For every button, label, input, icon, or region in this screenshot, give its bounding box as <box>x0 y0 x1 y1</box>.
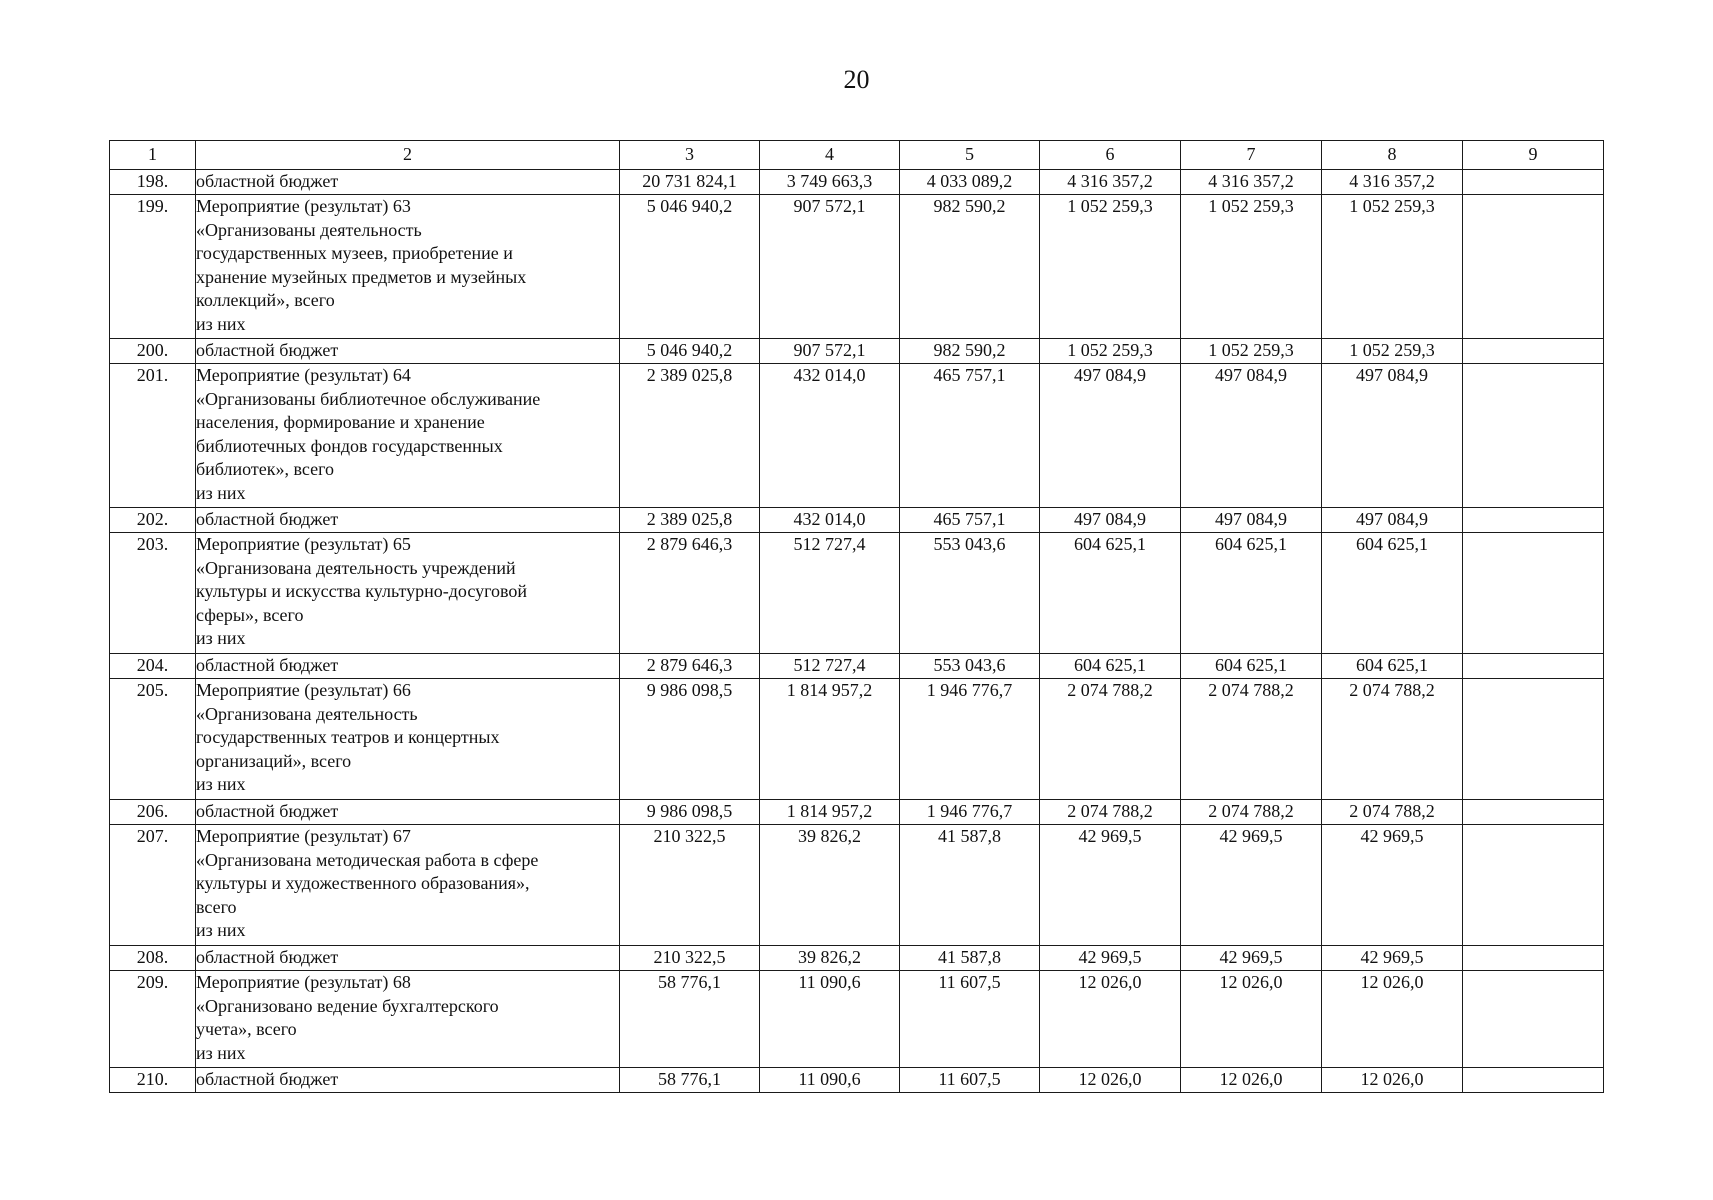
value-cell: 512 727,4 <box>760 654 900 679</box>
row-number: 209. <box>110 971 196 1068</box>
value-cell: 58 776,1 <box>620 1068 760 1093</box>
description-line: областной бюджет <box>196 171 339 191</box>
value-cell: 5 046 940,2 <box>620 339 760 364</box>
value-cell <box>1463 825 1604 946</box>
value-cell: 42 969,5 <box>1322 946 1463 971</box>
row-number: 210. <box>110 1068 196 1093</box>
description-line: «Организована деятельность <box>196 703 418 724</box>
description-line: Мероприятие (результат) 63 <box>196 196 411 216</box>
value-cell: 604 625,1 <box>1322 654 1463 679</box>
column-header: 6 <box>1040 141 1181 170</box>
description-line: всего <box>196 896 237 917</box>
description-line: областной бюджет <box>196 509 339 529</box>
row-description <box>196 533 620 654</box>
value-cell: 497 084,9 <box>1181 508 1322 533</box>
row-description <box>196 971 620 1068</box>
description-line: областной бюджет <box>196 1069 339 1089</box>
description-line: областной бюджет <box>196 947 339 967</box>
row-description <box>196 339 620 364</box>
table-body <box>110 170 1604 1093</box>
value-cell: 9 986 098,5 <box>620 800 760 825</box>
value-cell: 4 316 357,2 <box>1040 170 1181 195</box>
value-cell: 210 322,5 <box>620 946 760 971</box>
description-line: Мероприятие (результат) 64 <box>196 365 411 385</box>
value-cell: 3 749 663,3 <box>760 170 900 195</box>
value-cell: 1 052 259,3 <box>1181 195 1322 339</box>
value-cell: 1 946 776,7 <box>900 679 1040 800</box>
value-cell: 20 731 824,1 <box>620 170 760 195</box>
row-number: 207. <box>110 825 196 946</box>
column-header: 9 <box>1463 141 1604 170</box>
value-cell: 11 607,5 <box>900 1068 1040 1093</box>
value-cell: 11 090,6 <box>760 1068 900 1093</box>
row-number: 203. <box>110 533 196 654</box>
value-cell: 497 084,9 <box>1322 364 1463 508</box>
column-header: 7 <box>1181 141 1322 170</box>
value-cell: 553 043,6 <box>900 654 1040 679</box>
table-row <box>110 195 1604 339</box>
value-cell: 12 026,0 <box>1322 971 1463 1068</box>
value-cell: 1 814 957,2 <box>760 800 900 825</box>
table-row <box>110 1068 1604 1093</box>
column-header: 2 <box>196 141 620 170</box>
column-header: 3 <box>620 141 760 170</box>
value-cell <box>1463 364 1604 508</box>
description-line: учета», всего <box>196 1019 297 1039</box>
value-cell: 604 625,1 <box>1040 533 1181 654</box>
value-cell: 9 986 098,5 <box>620 679 760 800</box>
description-line: культуры и искусства культурно-досуговой <box>196 581 528 601</box>
row-number: 208. <box>110 946 196 971</box>
description-line: из них <box>196 774 246 794</box>
table-row <box>110 364 1604 508</box>
description-line: из них <box>196 482 246 503</box>
value-cell: 12 026,0 <box>1322 1068 1463 1093</box>
table-row <box>110 654 1604 679</box>
value-cell: 432 014,0 <box>760 508 900 533</box>
value-cell: 1 052 259,3 <box>1322 195 1463 339</box>
description-line: Мероприятие (результат) 65 <box>196 534 411 554</box>
value-cell: 12 026,0 <box>1040 971 1181 1068</box>
row-description <box>196 654 620 679</box>
row-number: 206. <box>110 800 196 825</box>
table-row <box>110 825 1604 946</box>
value-cell: 1 946 776,7 <box>900 800 1040 825</box>
row-number: 201. <box>110 364 196 508</box>
value-cell: 1 052 259,3 <box>1040 339 1181 364</box>
row-description <box>196 364 620 508</box>
value-cell: 210 322,5 <box>620 825 760 946</box>
value-cell: 1 052 259,3 <box>1322 339 1463 364</box>
table-row <box>110 971 1604 1068</box>
row-description <box>196 1068 620 1093</box>
value-cell: 604 625,1 <box>1322 533 1463 654</box>
description-line: государственных музеев, приобретение и <box>196 243 513 263</box>
table-row <box>110 508 1604 533</box>
value-cell: 907 572,1 <box>760 195 900 339</box>
description-line: библиотечных фондов государственных <box>196 435 503 456</box>
value-cell: 11 090,6 <box>760 971 900 1068</box>
description-line: из них <box>196 920 246 940</box>
value-cell: 42 969,5 <box>1322 825 1463 946</box>
value-cell <box>1463 946 1604 971</box>
value-cell: 432 014,0 <box>760 364 900 508</box>
value-cell: 1 052 259,3 <box>1181 339 1322 364</box>
value-cell: 42 969,5 <box>1040 825 1181 946</box>
value-cell: 2 074 788,2 <box>1040 679 1181 800</box>
row-number: 198. <box>110 170 196 195</box>
value-cell: 497 084,9 <box>1040 508 1181 533</box>
table-row <box>110 679 1604 800</box>
value-cell: 907 572,1 <box>760 339 900 364</box>
page-number: 20 <box>843 65 870 94</box>
description-line: Мероприятие (результат) 68 <box>196 972 411 992</box>
column-header: 8 <box>1322 141 1463 170</box>
value-cell: 39 826,2 <box>760 946 900 971</box>
value-cell <box>1463 195 1604 339</box>
value-cell: 12 026,0 <box>1181 971 1322 1068</box>
value-cell: 2 074 788,2 <box>1040 800 1181 825</box>
row-description <box>196 508 620 533</box>
value-cell: 604 625,1 <box>1181 533 1322 654</box>
description-line: областной бюджет <box>196 340 339 360</box>
value-cell: 2 074 788,2 <box>1322 679 1463 800</box>
value-cell: 512 727,4 <box>760 533 900 654</box>
value-cell: 465 757,1 <box>900 364 1040 508</box>
row-number: 204. <box>110 654 196 679</box>
description-line: областной бюджет <box>196 801 339 821</box>
description-line: из них <box>196 313 246 334</box>
value-cell: 4 316 357,2 <box>1181 170 1322 195</box>
description-line: библиотек», всего <box>196 459 335 479</box>
row-description <box>196 825 620 946</box>
value-cell: 12 026,0 <box>1181 1068 1322 1093</box>
row-description <box>196 195 620 339</box>
description-line: государственных театров и концертных <box>196 727 500 747</box>
row-number: 202. <box>110 508 196 533</box>
value-cell: 2 879 646,3 <box>620 654 760 679</box>
table-header-row <box>110 141 1604 170</box>
value-cell: 42 969,5 <box>1040 946 1181 971</box>
value-cell: 41 587,8 <box>900 946 1040 971</box>
budget-table <box>109 140 1604 1093</box>
value-cell: 553 043,6 <box>900 533 1040 654</box>
value-cell <box>1463 654 1604 679</box>
value-cell: 4 316 357,2 <box>1322 170 1463 195</box>
description-line: культуры и художественного образования», <box>196 873 530 893</box>
row-number: 200. <box>110 339 196 364</box>
value-cell: 1 814 957,2 <box>760 679 900 800</box>
description-line: сферы», всего <box>196 604 304 625</box>
value-cell: 465 757,1 <box>900 508 1040 533</box>
table-row <box>110 170 1604 195</box>
value-cell: 497 084,9 <box>1040 364 1181 508</box>
value-cell: 2 074 788,2 <box>1181 800 1322 825</box>
value-cell: 497 084,9 <box>1181 364 1322 508</box>
value-cell: 2 389 025,8 <box>620 508 760 533</box>
description-line: коллекций», всего <box>196 290 335 310</box>
value-cell: 2 389 025,8 <box>620 364 760 508</box>
value-cell <box>1463 679 1604 800</box>
value-cell: 42 969,5 <box>1181 825 1322 946</box>
description-line: из них <box>196 1042 246 1063</box>
description-line: «Организованы деятельность <box>196 219 422 240</box>
column-header: 1 <box>110 141 196 170</box>
table-row <box>110 800 1604 825</box>
value-cell: 982 590,2 <box>900 195 1040 339</box>
description-line: хранение музейных предметов и музейных <box>196 266 527 287</box>
value-cell: 2 074 788,2 <box>1322 800 1463 825</box>
row-description <box>196 946 620 971</box>
value-cell: 5 046 940,2 <box>620 195 760 339</box>
row-description <box>196 800 620 825</box>
description-line: областной бюджет <box>196 655 339 675</box>
value-cell: 982 590,2 <box>900 339 1040 364</box>
value-cell <box>1463 1068 1604 1093</box>
description-line: Мероприятие (результат) 66 <box>196 680 411 700</box>
description-line: населения, формирование и хранение <box>196 412 485 432</box>
value-cell <box>1463 508 1604 533</box>
table-row <box>110 533 1604 654</box>
value-cell: 1 052 259,3 <box>1040 195 1181 339</box>
column-header: 4 <box>760 141 900 170</box>
value-cell <box>1463 339 1604 364</box>
value-cell <box>1463 533 1604 654</box>
value-cell <box>1463 800 1604 825</box>
row-description <box>196 679 620 800</box>
description-line: организаций», всего <box>196 750 352 771</box>
value-cell: 2 879 646,3 <box>620 533 760 654</box>
table-row <box>110 339 1604 364</box>
value-cell <box>1463 170 1604 195</box>
value-cell <box>1463 971 1604 1068</box>
column-header: 5 <box>900 141 1040 170</box>
value-cell: 12 026,0 <box>1040 1068 1181 1093</box>
description-line: «Организовано ведение бухгалтерского <box>196 995 499 1016</box>
value-cell: 604 625,1 <box>1040 654 1181 679</box>
value-cell: 11 607,5 <box>900 971 1040 1068</box>
description-line: «Организована деятельность учреждений <box>196 557 516 578</box>
value-cell: 4 033 089,2 <box>900 170 1040 195</box>
value-cell: 58 776,1 <box>620 971 760 1068</box>
value-cell: 42 969,5 <box>1181 946 1322 971</box>
description-line: «Организованы библиотечное обслуживание <box>196 388 541 409</box>
value-cell: 2 074 788,2 <box>1181 679 1322 800</box>
value-cell: 497 084,9 <box>1322 508 1463 533</box>
row-number: 199. <box>110 195 196 339</box>
description-line: «Организована методическая работа в сфере <box>196 849 539 870</box>
value-cell: 41 587,8 <box>900 825 1040 946</box>
description-line: Мероприятие (результат) 67 <box>196 826 411 846</box>
row-description <box>196 170 620 195</box>
value-cell: 39 826,2 <box>760 825 900 946</box>
value-cell: 604 625,1 <box>1181 654 1322 679</box>
table-row <box>110 946 1604 971</box>
description-line: из них <box>196 628 246 648</box>
row-number: 205. <box>110 679 196 800</box>
